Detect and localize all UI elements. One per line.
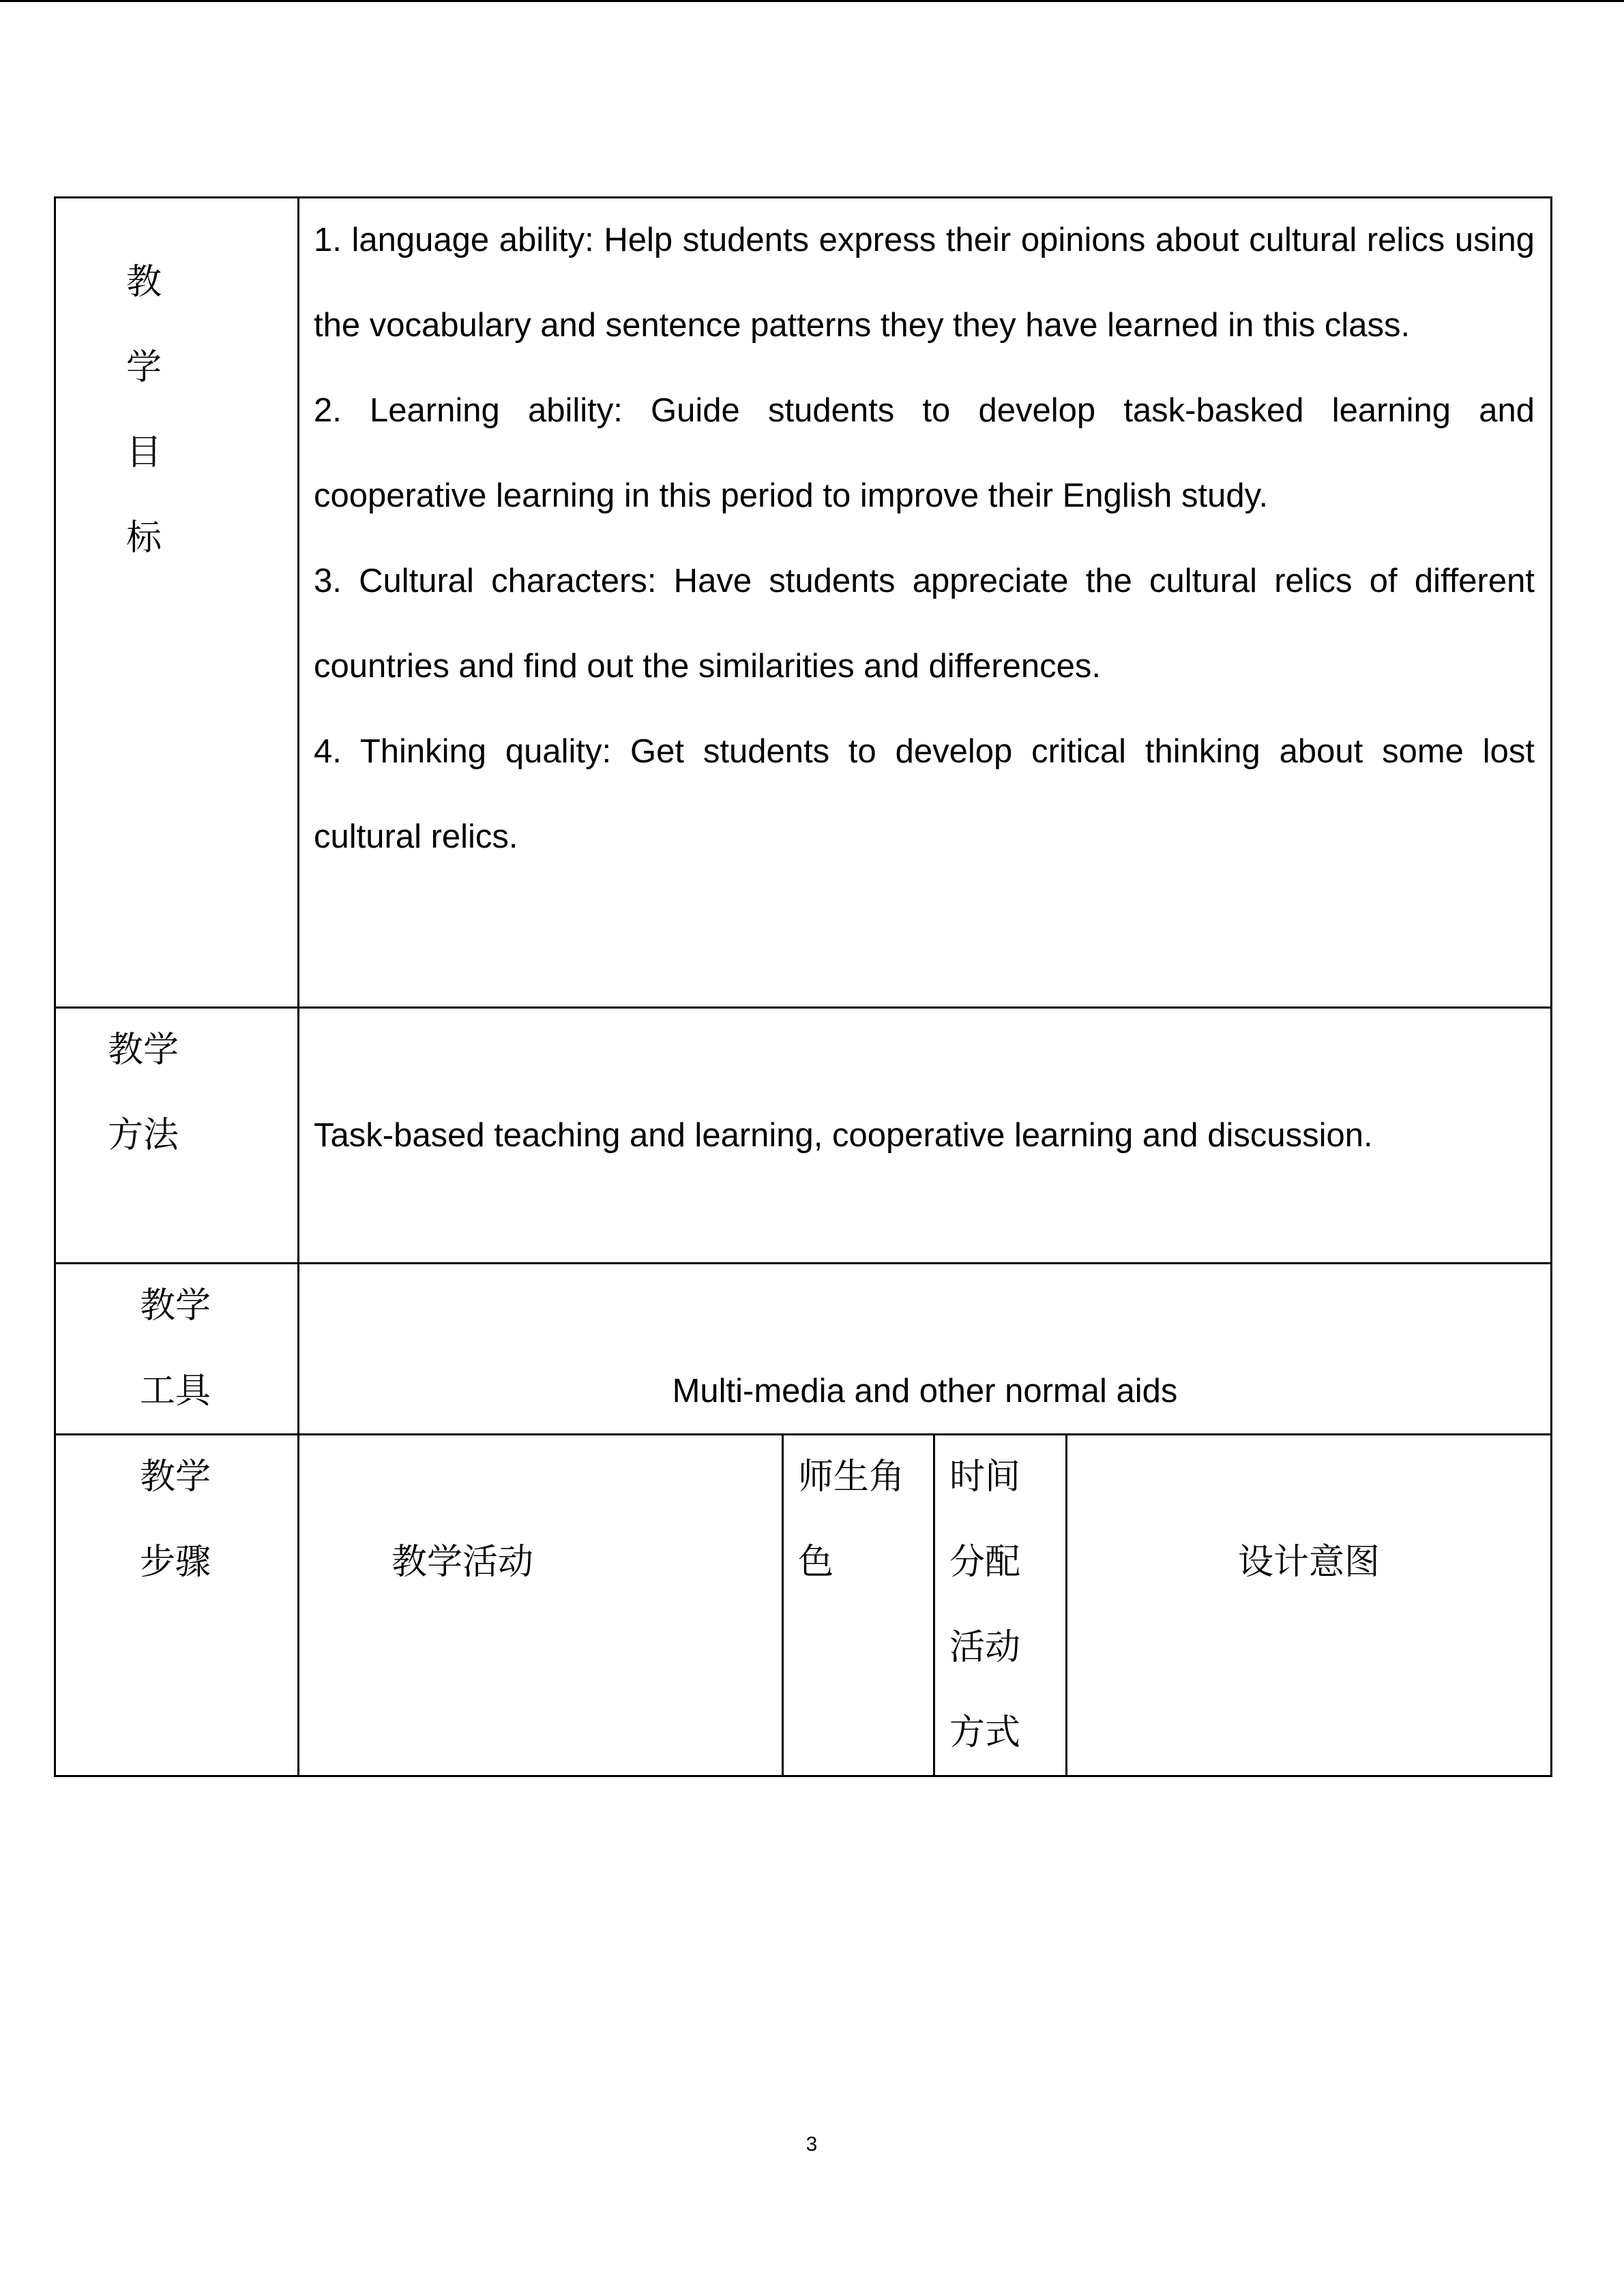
table-border-bottom [55,1775,1552,1777]
tools-content: Multi-media and other normal aids [672,1373,1178,1410]
objectives-label-char: 教 [126,262,162,303]
header-roles-line1: 师生角 [798,1457,905,1497]
header-design-intent: 设计意图 [1237,1542,1380,1583]
header-teaching-activity: 教学活动 [392,1542,534,1583]
objectives-label-char: 学 [126,347,162,388]
objective-item: 4. Thinking quality: Get students to develop critical thinking about some lost cultural relics. [314,733,1535,855]
objectives-label-char: 标 [126,518,162,558]
header-time-line1: 时间 [949,1457,1021,1497]
table-border-left [54,196,56,1777]
objectives-list [314,198,1535,880]
header-time-line2: 分配 [949,1542,1021,1583]
steps-label-line1: 教学 [140,1457,211,1497]
objective-item: 3. Cultural characters: Have students appreciate the cultural relics of different countries and find out the similarities and differences. [314,563,1535,685]
table-col-divider [933,1433,935,1777]
table-border-right [1550,196,1552,1777]
table-row-divider [55,1007,1552,1009]
methods-content: Task-based teaching and learning, cooperative learning and discussion. [314,1117,1373,1154]
table-col-divider [297,196,299,1777]
steps-label-line2: 步骤 [140,1542,211,1583]
objective-item: 1. language ability: Help students express their opinions about cultural relics using the vocabulary and sentence patterns they they have learned in this class. [314,222,1535,344]
tools-label-line2: 工具 [140,1371,211,1412]
table-row-divider [55,1262,1552,1264]
tools-label-line1: 教学 [140,1285,211,1326]
page-number: 3 [806,2133,818,2156]
objectives-label-char: 目 [126,432,162,473]
table-col-divider [1065,1433,1067,1777]
header-roles-line2: 色 [798,1542,834,1583]
objective-item: 2. Learning ability: Guide students to develop task-basked learning and cooperative learning in this period to improve their English study. [314,392,1535,514]
methods-label-line1: 教学 [108,1030,179,1071]
methods-label-line2: 方法 [108,1115,179,1156]
header-time-line4: 方式 [949,1712,1021,1753]
top-border-line [0,0,1624,2]
table-col-divider [782,1433,784,1777]
header-time-line3: 活动 [949,1627,1021,1668]
